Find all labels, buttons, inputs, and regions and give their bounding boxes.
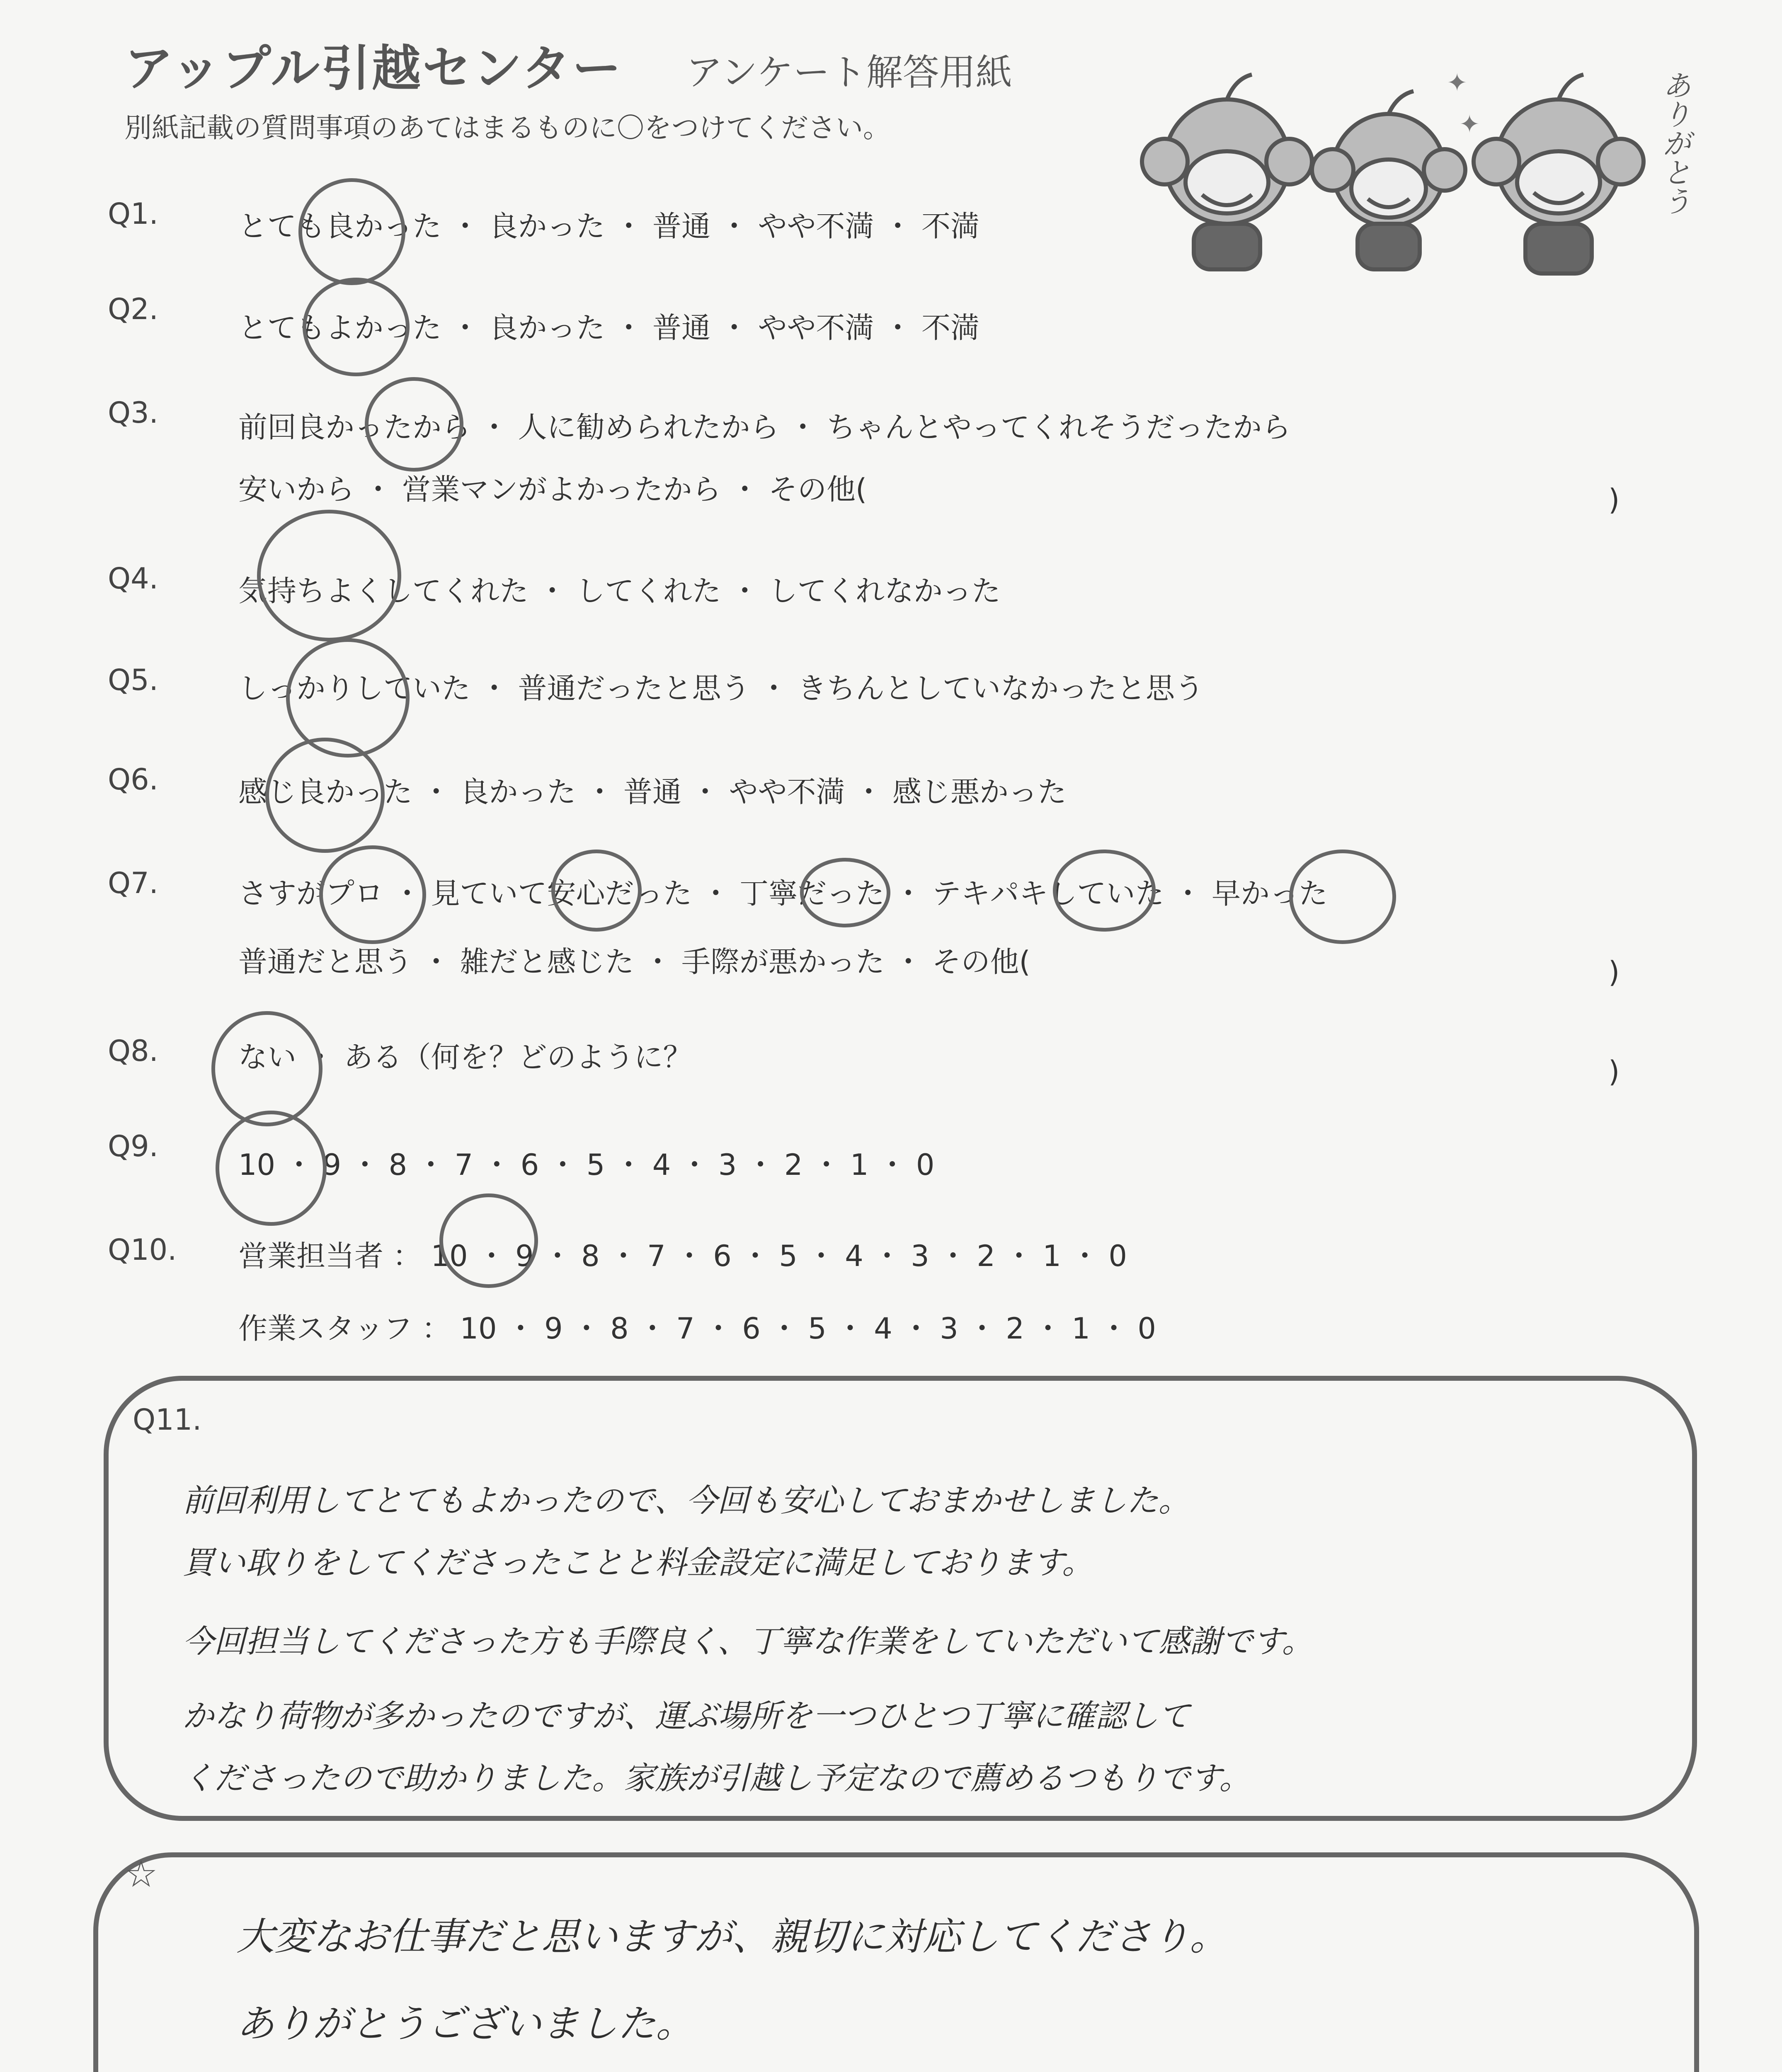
question-label: Q6. xyxy=(108,762,158,796)
question-label: Q7. xyxy=(108,866,158,900)
instruction-text: 別紙記載の質問事項のあてはまるものに〇をつけてください。 xyxy=(124,112,890,144)
question-options: しっかりしていた ・ 普通だったと思う ・ きちんとしていなかったと思う xyxy=(238,671,1204,705)
handwritten-line: 大変なお仕事だと思いますが、親切に対応してくださり。 xyxy=(236,1915,1228,1959)
answer-circle xyxy=(265,738,385,853)
mascot-thanks-text: ありがとう xyxy=(1658,70,1692,215)
question-options-line2: 作業スタッフ ： 10 ・ 9 ・ 8 ・ 7 ・ 6 ・ 5 ・ 4 ・ 3 ・ 2 ・ 1 ・ 0 xyxy=(238,1312,1156,1346)
question-label: Q9. xyxy=(108,1129,158,1163)
q11-label: Q11. xyxy=(133,1403,202,1437)
question-options: とても良かった ・ 良かった ・ 普通 ・ やや不満 ・ 不満 xyxy=(238,209,980,243)
question-label: Q10. xyxy=(108,1233,177,1267)
handwritten-line: くださったので助かりました。家族が引越し予定なので薦めるつもりです。 xyxy=(182,1760,1251,1796)
answer-circle xyxy=(257,510,401,641)
answer-circle xyxy=(216,1111,327,1226)
answer-circle xyxy=(365,377,463,472)
handwritten-line: 前回利用してとてもよかったので、今回も安心しておまかせしました。 xyxy=(182,1482,1190,1519)
svg-text:✦: ✦ xyxy=(1459,110,1480,139)
answer-circle xyxy=(286,638,410,758)
answer-circle xyxy=(1289,850,1396,944)
answer-circle xyxy=(551,850,642,932)
close-paren: ) xyxy=(1608,1055,1620,1089)
answer-circle xyxy=(298,178,405,285)
answer-circle xyxy=(211,1011,322,1126)
page-subtitle: アンケート解答用紙 xyxy=(686,51,1012,94)
close-paren: ) xyxy=(1608,483,1620,517)
question-label: Q5. xyxy=(108,663,158,697)
mascot-illustration xyxy=(1119,50,1720,282)
answer-circle xyxy=(800,858,890,927)
handwritten-line: ありがとうございました。 xyxy=(236,2002,694,2046)
question-options: とてもよかった ・ 良かった ・ 普通 ・ やや不満 ・ 不満 xyxy=(238,311,980,345)
handwritten-line: 買い取りをしてくださったことと料金設定に満足しております。 xyxy=(182,1544,1093,1581)
handwritten-line: 今回担当してくださった方も手際良く、丁寧な作業をしていただいて感謝です。 xyxy=(182,1623,1314,1660)
close-paren: ) xyxy=(1608,955,1620,989)
question-options-line2: 安いから ・ 営業マンがよかったから ・ その他( xyxy=(238,472,867,506)
question-options: 前回良かったから ・ 人に勧められたから ・ ちゃんとやってくれそうだったから xyxy=(238,410,1291,444)
question-options-line2: 普通だと思う ・ 雑だと感じた ・ 手際が悪かった ・ その他( xyxy=(238,945,1030,979)
question-options: 気持ちよくしてくれた ・ してくれた ・ してくれなかった xyxy=(238,574,1001,608)
answer-circle xyxy=(303,278,410,376)
question-label: Q2. xyxy=(108,292,158,326)
question-options: ない ・ ある（何を？どのように？ xyxy=(238,1040,692,1074)
question-options: 感じ良かった ・ 良かった ・ 普通 ・ やや不満 ・ 感じ悪かった xyxy=(238,775,1067,809)
question-label: Q4. xyxy=(108,562,158,595)
answer-circle xyxy=(439,1193,538,1288)
question-label: Q3. xyxy=(108,396,158,430)
handwritten-line: かなり荷物が多かったのですが、運ぶ場所を一つひとつ丁寧に確認して xyxy=(182,1697,1190,1734)
question-options: 10 ・ 9 ・ 8 ・ 7 ・ 6 ・ 5 ・ 4 ・ 3 ・ 2 ・ 1 ・ 0 xyxy=(238,1148,935,1182)
star-icon: ☆ xyxy=(124,1852,158,1896)
page-title: アップル引越センター xyxy=(124,40,623,97)
question-options: 営業担当者 ： 10 ・ 9 ・ 8 ・ 7 ・ 6 ・ 5 ・ 4 ・ 3 ・ 2 ・ 1 ・ 0 xyxy=(238,1239,1127,1273)
question-label: Q8. xyxy=(108,1034,158,1068)
svg-text:✦: ✦ xyxy=(1447,68,1468,97)
answer-circle xyxy=(319,845,426,944)
answer-circle xyxy=(1053,850,1156,932)
question-options: さすがプロ ・ 見ていて安心だった ・ 丁寧だった ・ テキパキしていた ・ 早かった xyxy=(238,876,1328,910)
question-label: Q1. xyxy=(108,197,158,231)
